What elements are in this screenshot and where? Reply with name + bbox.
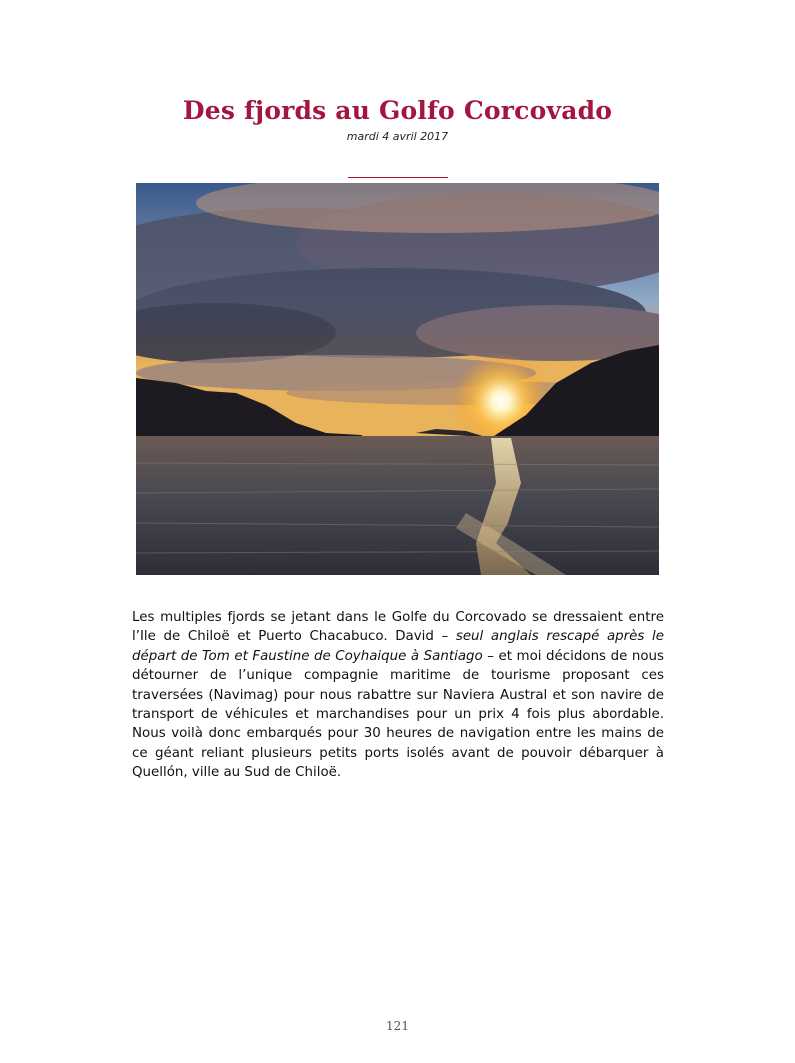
article-date: mardi 4 avril 2017 <box>346 130 449 143</box>
article-title: Des fjords au Golfo Corcovado <box>182 96 613 125</box>
paragraph-text-1: Les multiples fjords se jetant dans le Golfe du Corcovado se dressaient entre l’Ile de Chiloë et Puerto Chacabuco. David – <box>132 610 664 645</box>
article-paragraph <box>132 608 664 783</box>
title-divider <box>348 177 448 178</box>
fjord-sunset-photo <box>136 183 659 575</box>
page-number: 121 <box>386 1019 409 1033</box>
paragraph-italic-aside: seul anglais rescapé après le départ de Tom et Faustine de Coyhaique à Santiago <box>132 629 664 664</box>
paragraph-text-2: – et moi décidons de nous détourner de l’unique compagnie maritime de tourisme proposant ces traversées (Navimag) pour nous rabattre sur Naviera Austral et son navire de transport de véhicules et marchandises pour un prix 4 fois plus abordable. Nous voilà donc embarqués pour 30 heures de navigation entre les mains de ce géant reliant plusieurs petits ports isolés avant de pouvoir débarquer à Quellón, ville au Sud de Chiloë. <box>132 648 664 781</box>
